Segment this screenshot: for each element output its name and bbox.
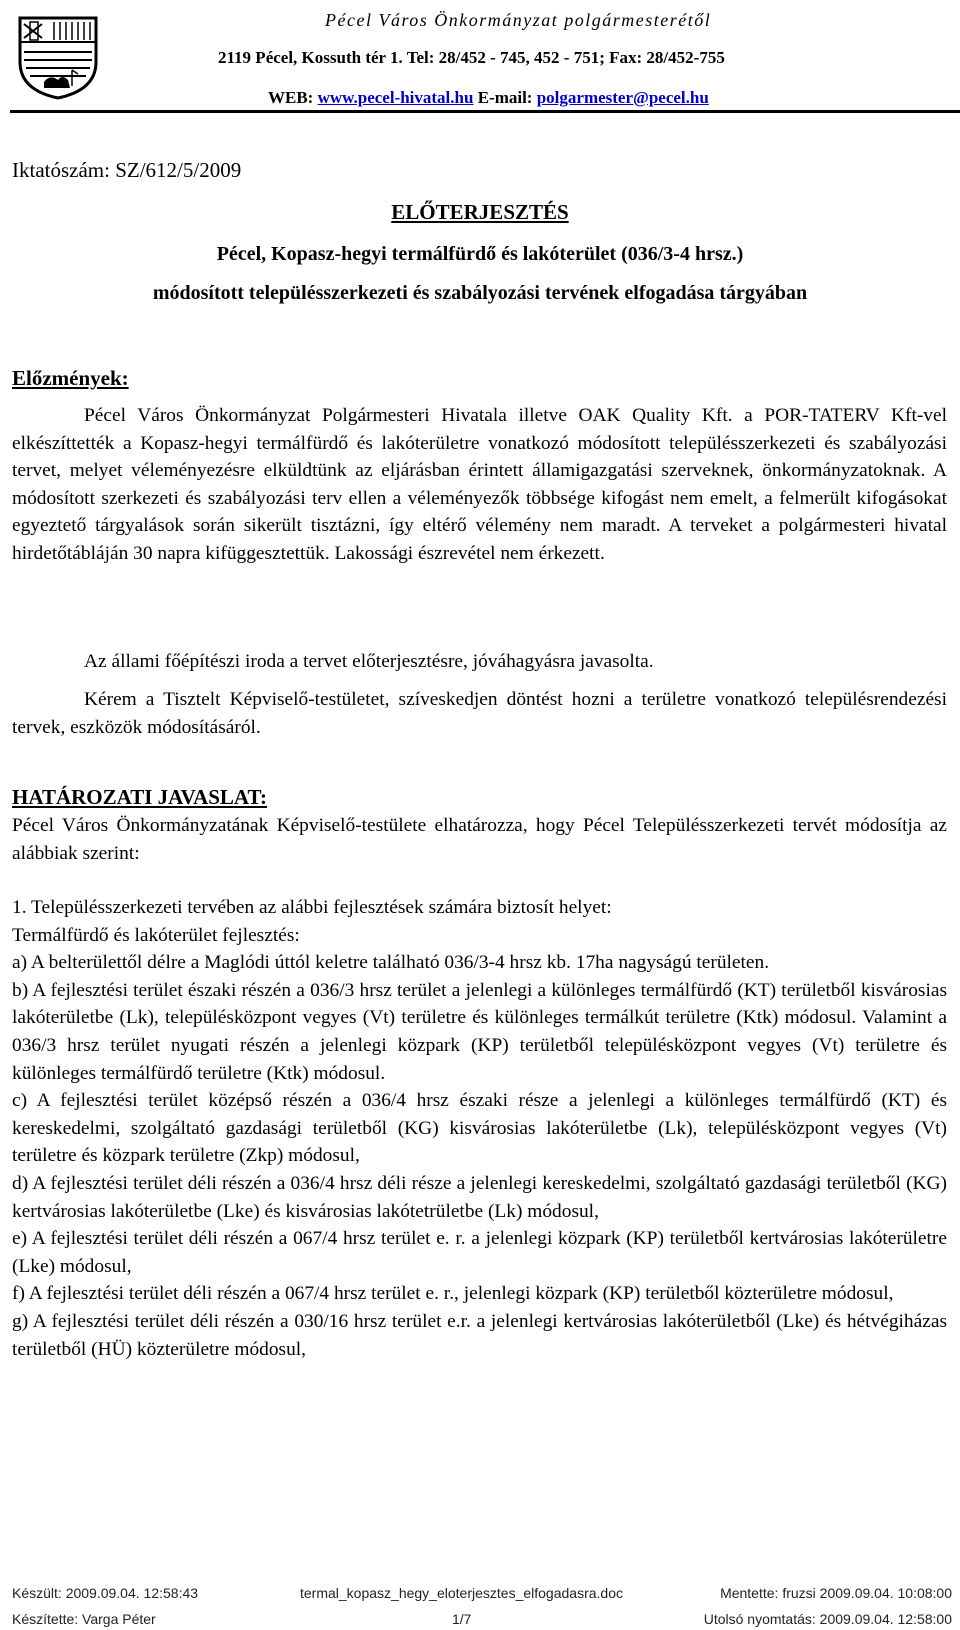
website-link[interactable]: www.pecel-hivatal.hu (317, 88, 474, 107)
resolution-item: b) A fejlesztési terület északi részén a 036/3 hrsz terület a jelenlegi a különleges termálfürdő (KT) területből kisvárosias lakóterületbe (Lk), településközpont vegyes (Vt) területre és különleges termálkút területre (Ktk) módosul. Valamint a 036/3 hrsz terület nyugati részén a jelenlegi közpark (KP) területből településközpont vegyes (Vt) területre és különleges termálfürdő területre (Ktk) módosul. (12, 979, 947, 1084)
resolution-item: d) A fejlesztési terület déli részén a 036/4 hrsz déli része a jelenlegi kereskedelmi, szolgáltató gazdasági területből (KG) kertvárosias lakóterületbe (Lke) és kisvárosias lakótetrületbe (Lk) módosul, (12, 1172, 947, 1222)
resolution-item: f) A fejlesztési terület déli részén a 067/4 hrsz terület e. r., jelenlegi közpark (KP) területből közterületre módosul, (12, 1283, 894, 1305)
resolution-item: e) A fejlesztési terület déli részén a 067/4 hrsz terület e. r. a jelenlegi közpark (KP) területből kertvárosias lakóterületre (Lke) módosul, (12, 1228, 947, 1277)
footer-printed: Utolsó nyomtatás: 2009.09.04. 12:58:00 (703, 1611, 952, 1627)
footer-saved: Mentette: fruzsi 2009.09.04. 10:08:00 (720, 1585, 952, 1601)
background-paragraph: Pécel Város Önkormányzat Polgármesteri Hivatala illetve OAK Quality Kft. a POR-TATERV Kft-vel elkészíttették a Kopasz-hegyi termálfürdő és lakóterületre vonatkozó módosított településszerkezeti és szabályozási tervet, melyet véleményezésre elküldtünk az eljárásban érintett államigazgatási szerveknek, önkormányzatoknak. A módosított szerkezeti és szabályozási terv ellen a véleményezők többsége kifogást nem emelt, a felmerült kifogásokat egyeztető tárgyalások során sikerült tisztázni, így eltérő vélemény nem maradt. A terveket a polgármesteri hivatal hirdetőtábláján 30 napra kifüggesztettük. Lakossági észrevétel nem érkezett. (12, 405, 947, 564)
header-address: 2119 Pécel, Kossuth tér 1. Tel: 28/452 - 745, 452 - 751; Fax: 28/452-755 (218, 48, 725, 67)
header-title: Pécel Város Önkormányzat polgármesterétől (325, 10, 712, 30)
document-subtitle-line2: módosított településszerkezeti és szabályozási tervének elfogadása tárgyában (152, 282, 808, 304)
resolution-item: Termálfürdő és lakóterület fejlesztés: (12, 924, 300, 946)
section-heading-background: Előzmények: (12, 366, 129, 390)
architect-recommendation-paragraph: Az állami főépítészi iroda a tervet előterjesztésre, jóváhagyásra javasolta. (84, 651, 654, 672)
section-heading-resolution: HATÁROZATI JAVASLAT: (12, 785, 267, 809)
resolution-item: a) A belterülettől délre a Maglódi úttól keletre található 036/3-4 hrsz kb. 17ha nagyságú területen. (12, 952, 770, 974)
resolution-item: g) A fejlesztési terület déli részén a 030/16 hrsz terület e.r. a jelenlegi kertvárosias lakóterületből (Lke) és hétvégiházas területből (HÜ) közterületre módosul, (12, 1310, 947, 1360)
coat-of-arms-logo (14, 12, 102, 100)
web-label: WEB: (268, 88, 318, 107)
footer-page-number: 1/7 (452, 1611, 472, 1627)
resolution-intro: Pécel Város Önkormányzatának Képviselő-testülete elhatározza, hogy Pécel Településszerkezeti tervét módosítja az alábbiak szerint: (12, 815, 947, 864)
header-contact (268, 88, 709, 108)
email-label: E-mail: (473, 88, 537, 107)
email-link[interactable]: polgarmester@pecel.hu (536, 88, 709, 107)
header-divider (10, 110, 960, 113)
reference-number: Iktatószám: SZ/612/5/2009 (12, 158, 242, 182)
footer-created: Készült: 2009.09.04. 12:58:43 (12, 1585, 199, 1601)
footer-filename: termal_kopasz_hegy_eloterjesztes_elfogadasra.doc (300, 1585, 623, 1601)
document-title: ELŐTERJESZTÉS (391, 200, 569, 224)
resolution-items (12, 894, 947, 1363)
resolution-item: c) A fejlesztési terület középső részén a 036/4 hrsz északi része a jelenlegi a különleges termálfürdő (KT) és kereskedelmi, szolgáltató gazdasági területből (KG) kisvárosias lakóterületbe (Lk), településközpont vegyes (Vt) területre és közpark területre (Zkp) módosul, (12, 1090, 947, 1167)
request-paragraph: Kérem a Tisztelt Képviselő-testületet, szíveskedjen döntést hozni a területre vonatkozó településrendezési tervek, eszközök módosításáról. (12, 689, 947, 738)
footer-author: Készítette: Varga Péter (12, 1611, 156, 1627)
document-subtitle-line1: Pécel, Kopasz-hegyi termálfürdő és lakóterület (036/3-4 hrsz.) (216, 243, 744, 265)
resolution-item: 1. Településszerkezeti tervében az alábbi fejlesztések számára biztosít helyet: (12, 897, 612, 918)
